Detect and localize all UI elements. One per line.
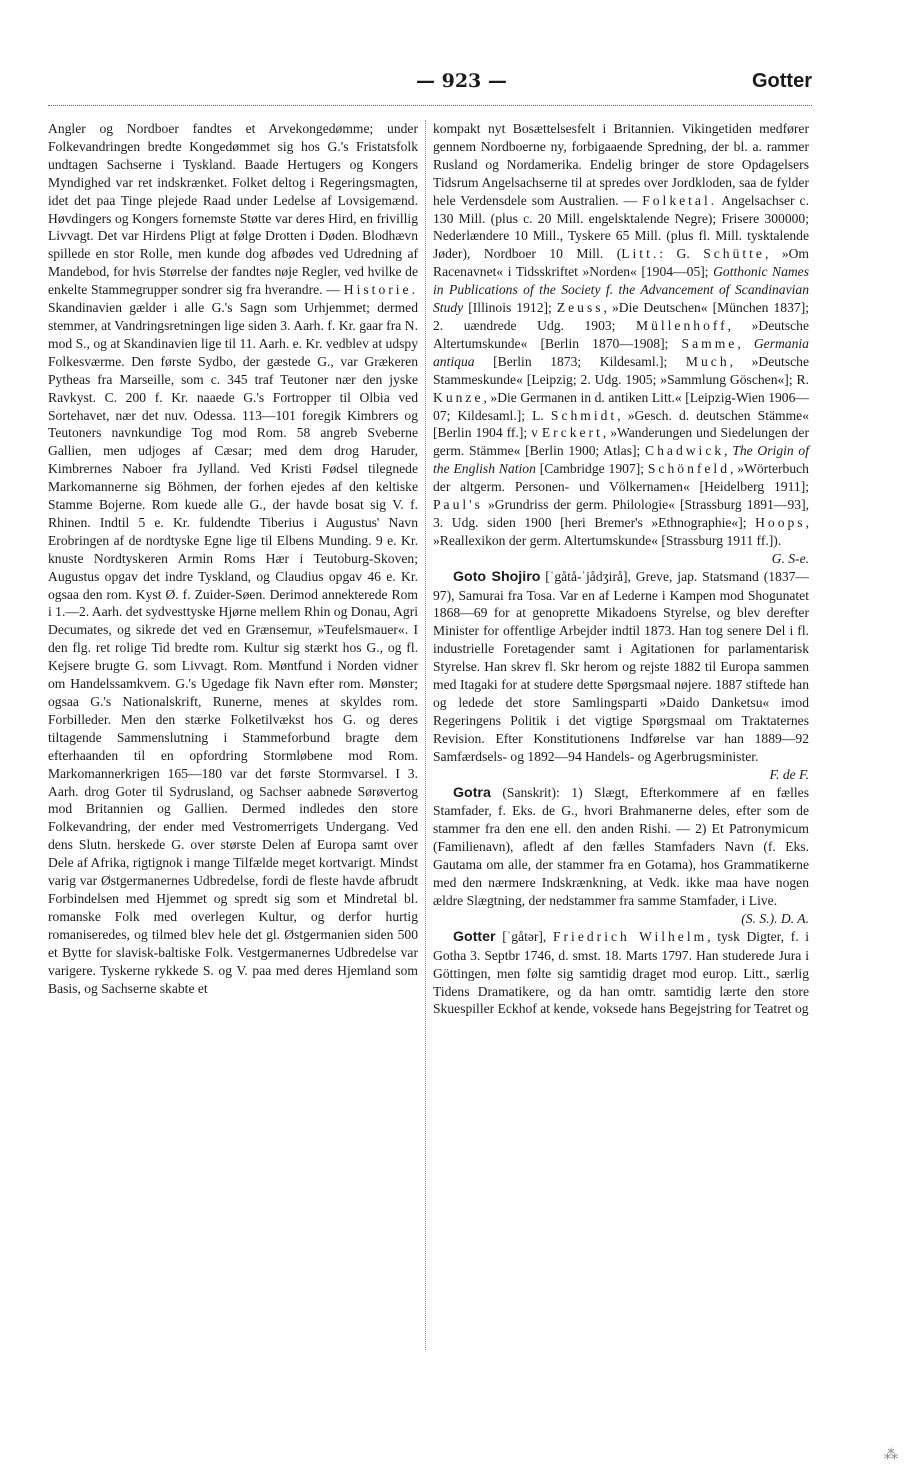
continuation-paragraph	[433, 120, 810, 566]
column-divider	[425, 120, 426, 1350]
text: , »Reallexikon der germ. Altertumskunde« [Strassburg 1911 ff.]).	[433, 514, 809, 548]
entry-headword: Gotter	[453, 928, 496, 945]
text: Angelsachser c. 130 Mill. (plus c. 20 Mill. engelsktalende Negre); Frisere 300000; Nederlændere 10 Mill., Tyskere 65 Mill. (plus fl. Mill. tysktalende Jøder), Nordboer 10 Mill. (	[433, 192, 809, 262]
author-name: Kunze	[433, 389, 484, 405]
germanic-history-paragraph	[48, 120, 418, 997]
author-signature: F. de F.	[769, 766, 809, 782]
entry-body: (Sanskrit): 1) Slægt, Efterkommere af en fælles Stamfader, f. Eks. de G., hvori Brahmanerne deles, efter som de stammer fra den ene ell. den anden Rishi. — 2) Et Patronymicum (Familienavn), afledt af den fælles Stamfaders Navn (f. Eks. Gautama om alle, der stammer fra en Gotama), hos Grammatikerne med den nærmere Indskrænkning, at Vedk. ikke maa have nogen ældre Slægtning, der nedstammer fra samme Stamfader, i Live.	[433, 784, 809, 908]
page-number: — 923 —	[416, 70, 507, 92]
text: , »Wanderungen und Siedelungen der germ. Stämme« [Berlin 1900; Atlas];	[433, 425, 809, 459]
text: , »Om Racenavnet« i Tidsskriftet »Norden« [1904—05];	[433, 246, 810, 280]
text: , »Wörterbuch der altgerm. Personen- und Völkernamen« [Heidelberg 1911];	[433, 461, 809, 495]
text: kompakt nyt Bosættelsesfelt i Britannien. Vikingetiden medfører gennem Nordboerne ny, forbigaaende Spredning, der bl. a. rammer Rusland og Nordamerika. Endelig bringer de store Opdagelsers Tidsrum Angelsachserne til at spredes over Jordkloden, saa de fylder hele Verdensdele som Australien. —	[433, 121, 809, 208]
section-label-litt: Litt.	[621, 246, 660, 262]
text: : G.	[659, 246, 690, 262]
author-signature: G. S-e.	[771, 550, 809, 566]
author-name: Zeuss	[556, 300, 604, 316]
text: ,	[724, 443, 728, 459]
running-head: Gotter	[752, 70, 812, 92]
author-signature: (S. S.). D. A.	[741, 910, 809, 926]
section-label-historie: Historie.	[343, 282, 418, 298]
author-name: Schütte	[703, 246, 765, 262]
text: »Grundriss der germ. Philologie« [Strassburg 1891—93], 3. Udg. siden 1900 [heri Bremer's »Ethnographie«];	[433, 497, 809, 530]
author-name: Hoops	[755, 514, 806, 530]
book-title: Germania antiqua	[433, 335, 809, 369]
author-name: Schönfeld	[647, 461, 730, 477]
section-label-folketal: Folketal.	[642, 192, 718, 208]
entry-headword: Goto Shojiro	[453, 568, 541, 585]
author-name: Schmidt	[550, 407, 618, 423]
person-name: Friedrich Wilhelm	[552, 928, 708, 944]
entry-headword: Gotra	[453, 784, 491, 801]
text: [Berlin 1873; Kildesaml.];	[493, 353, 668, 369]
text: [Illinois 1912];	[468, 300, 552, 316]
text: , »Gesch. d. deutschen Stämme« [Berlin 1904 ff.]; v	[433, 407, 809, 441]
entry-body: [ˈgåtå-ˈjådʒirå], Greve, jap. Statsmand (1837—97), Samurai fra Tosa. Var en af Lederne i Kampen mod Shogunatet 1868—69 for at genoprette Mikadoens Styrelse, og blev derefter Minister for offentlige Arbejder indtil 1873. Han tog senere Del i fl. industrielle Foretagender samt i Agitationen for parlamentarisk Styrelse. Han skrev fl. Skr herom og rejste 1882 til Europa sammen med Itagaki for at studere dette Spørgsmaal nøjere. 1887 stiftede han og ledede det store Samlingsparti »Daido Danketsu« imod Regeringens Politik i det vigtige Spørgsmaal om Traktaternes Revision. Efter Konstitutionens Indførelse var han 1889—92 Samfærdsels- og 1892—94 Handels- og Agerbrugsminister.	[433, 568, 810, 764]
entry-body: , tysk Digter, f. i Gotha 3. Septbr 1746, d. smst. 18. Marts 1797. Han studerede Jura i Göttingen, men følte sig samtidig draget mod europ. Litt., særlig Tidens Dramatikere, og da han omtr. samtidig lærte den store Skuespiller Eckhof at kende, voksede hans Begejstring for Teatret og	[433, 928, 809, 1017]
text: , »Deutsche Stammeskunde« [Leipzig; 2. Udg. 1905; »Sammlung Göschen«]; R.	[433, 353, 809, 387]
text: ,	[737, 335, 741, 351]
entry-gotter	[433, 928, 809, 1019]
text: Angler og Nordboer fandtes et Arvekongedømme; under Folkevandringen bredte Kongedømmet sig hos G.'s Fristatsfolk undtagen Sachserne i Tyskland. Baade Hertugers og Kongers Myndighed var ret indskrænket. Folket deltog i Regeringsmagten, idet det paa Tinge plejede Raad under Ledelse af Lovsigemænd. Høvdingers og Kongers fornemste Støtte var deres Hird, en frivillig Livvagt. Det var Hirdens Pligt at følge Drotten i Døden. Blodhævn spillede en stor Rolle, men kunde dog afbødes ved Udredning af Mandebod, for hvis Størrelse der fandtes nøje Regler, ved hvilke de enkelte Stammegrupper sondrer sig fra hverandre. —	[48, 121, 418, 298]
entry-goto-shojiro	[433, 568, 810, 782]
entry-gotra	[433, 784, 809, 926]
text: , »Die Deutschen« [München 1837]; 2. uændrede Udg. 1903;	[433, 300, 809, 333]
scan-mark: ⁂	[884, 1447, 898, 1463]
book-title: Gotthonic Names in Publications of the Society f. the Advancement of Scandinavian Study	[433, 264, 810, 316]
header-rule	[48, 105, 812, 106]
text: , »Die Germanen in d. antiken Litt.« [Leipzig-Wien 1906—07; Kildesaml.]; L.	[433, 389, 809, 423]
author-name: Chadwick	[645, 443, 725, 459]
author-name: Samme	[681, 335, 738, 351]
author-name: Much	[685, 353, 730, 369]
text: , »Deutsche Altertumskunde« [Berlin 1870—1908];	[433, 317, 809, 351]
book-title: The Origin of the English Nation	[433, 443, 809, 477]
text: [Cambridge 1907];	[539, 461, 645, 477]
right-column	[433, 120, 809, 1018]
author-name: Müllenhoff	[636, 317, 728, 333]
pronunciation: [ˈgåtər],	[502, 928, 547, 944]
text: Skandinavien gælder i alle G.'s Sagn som Urhjemmet; dermed stemmer, at Vandringsretningen lige siden 3. Aarh. f. Kr. gaar fra N. mod S., og at Skandinavien lige til 11. Aarh. e. Kr. vedblev at udspy Folkesværme. Den første Sydbo, der gæstede G., var Grækeren Pytheas fra Marseille, som c. 345 traf Teutoner nær den jyske Ravkyst. C. 200 f. Kr. naaede G.'s Fortropper til Olbia ved Sortehavet, nær det nuv. Odessa. 113—101 foregik Kimbrers og Teutoners navnkundige Tog mod Rom. 58 angreb Sveberne Gallien, men udjoges af Cæsar; med dem drog Haruder, Kimbrernes Naboer fra Jylland. Ved Kristi Fødsel tilegnede Markomannerne sig Böhmen, der forhen ejedes af den keltiske Stamme Bojerne. Rom kuede alle G., der havde bosat sig V. f. Rhinen. Indtil 5 e. Kr. fuldendte Tiberius i Augustus' Navn Erobringen af de nordtyske Egne lige til Elbens Munding. 9 e. Kr. knuste Nordtyskeren Armin Roms Hær i Teutoburg-Skoven; Augustus opgav det indre Tyskland, og Claudius opgav 46 e. Kr. ogsaa den rom. Kyst Ø. f. Zuider-Søen. Derimod annekterede Rom i 1.—2. Aarh. det sydvesttyske Hjørne mellem Rhin og Donau, Agri Decumates, og sikrede det ved en Grænsemur, »Teufelsmauer«. I den flg. ret rolige Tid bredte rom. Kultur sig stærkt hos G., og fl. Kejsere brugte G. som Livvagt. Rom. Møntfund i Norden vidner om Handelssamkvem. G.'s Ugedage fik Navn efter rom. Mønster; ogsaa G.'s Nationalskrift, Runerne, menes at skyldes rom. Forbilleder. Men den stærke Folketilvækst hos G. og deres tiltagende Sammenslutning i Stammeforbund bragte dem efterhaanden til en opfordring Stormløbene mod Rom. Markomannerkrigen 165—180 var det første Stormvarsel. I 3. Aarh. drog Goter til Sydrusland, og Sachser aabnede Sørøvertog mod Britannien og Gallien. Dermed indledes den store Folkevandring, der ender med Vestromerrigets Undergang. Ved dens Slutn. herskede G. over største Delen af Europa samt over Dele af Afrika, rigtignok i mange Tilfælde meget kortvarigt. Mindst varig var Østgermanernes Udbredelse, fordi de fleste havde afbrudt Forbindelsen med Hjemmet og spredt sig som et Mindretal bl. romanske Folk med overlegen Kultur, og derfor hurtig romaniseredes, og tilmed blev hele det gl. Østgermanien siden 500 et Bytte for slavisk-baltiske Folk. Vestgermanernes Udbredelse var varigere. Tyskerne rykkede S. og V. paa med deres Hjemland som Basis, og Sachserne skabte et	[48, 300, 419, 996]
page-header	[48, 70, 812, 100]
author-name: Erckert	[541, 425, 603, 441]
left-column	[48, 120, 418, 997]
author-name: Paul's	[433, 497, 483, 513]
